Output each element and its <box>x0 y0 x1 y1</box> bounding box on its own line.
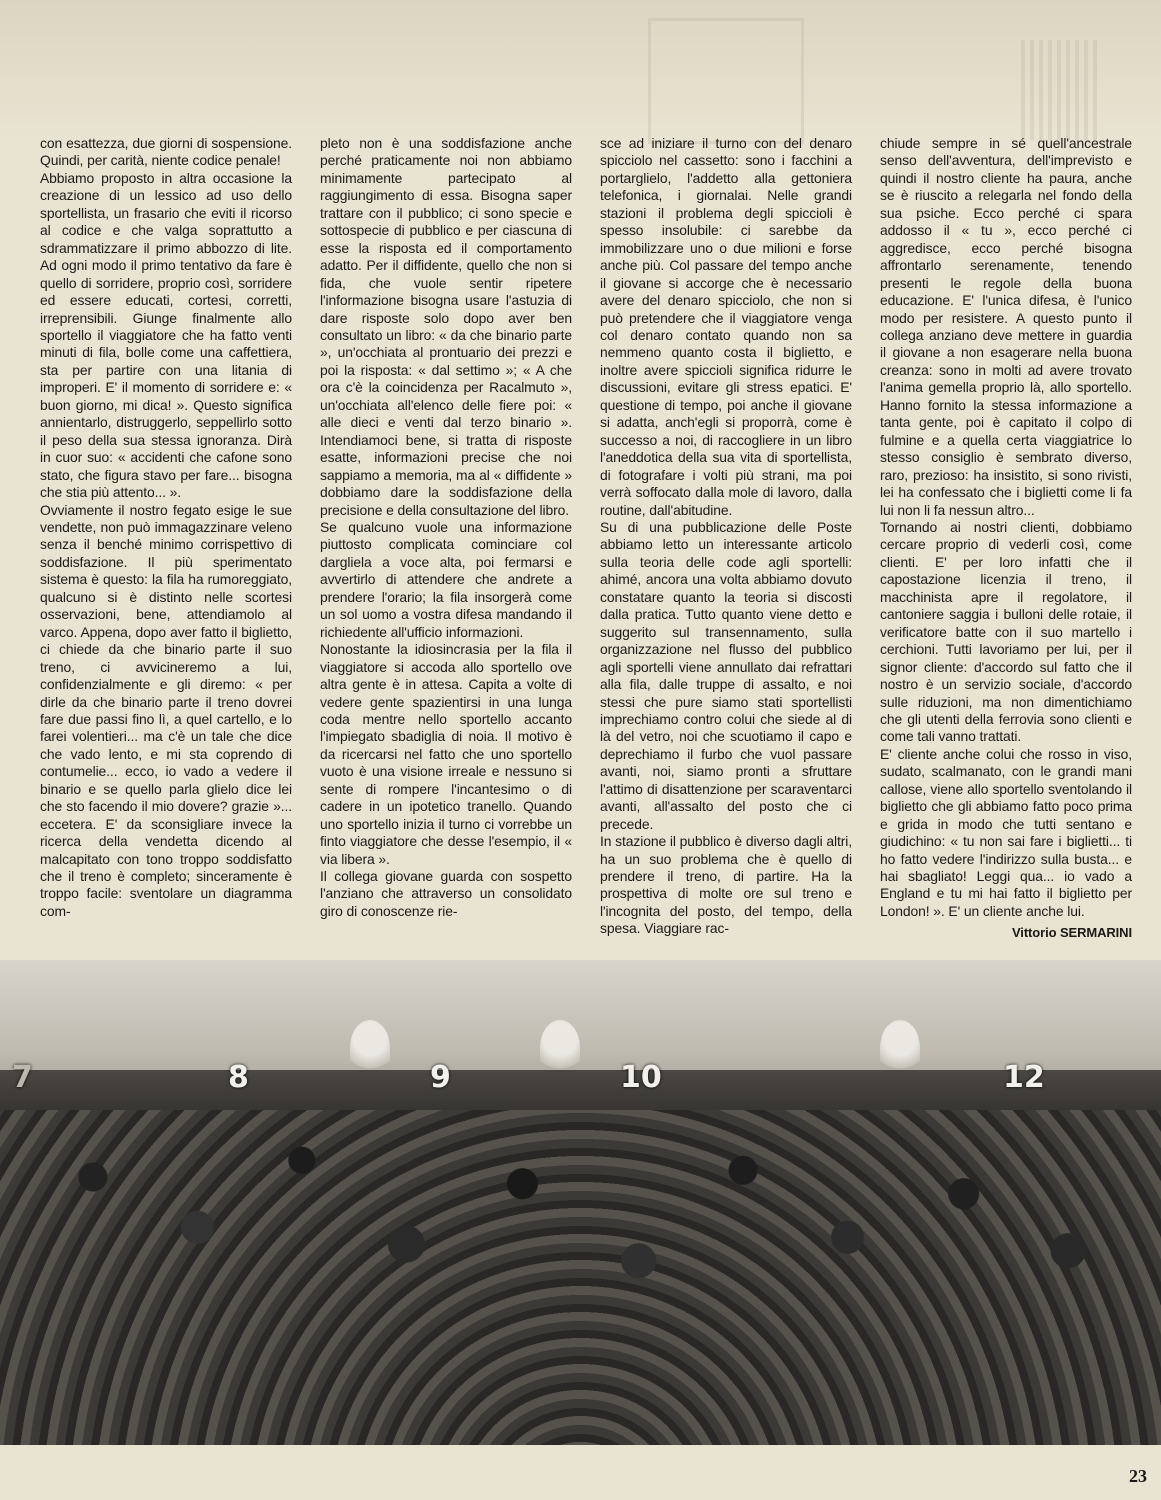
paragraph: chiude sempre in sé quell'ancestrale senso dell'avventura, dell'imprevisto e quindi il nostro cliente ha paura, anche se è riuscito a relegarla nel fondo della sua psiche. Ecco perché ci spara addosso il « tu », ecco perché ci aggredisce, ecco perché bisogna affrontarlo serenamente, tenendo presenti le regole della buona educazione. E' l'unica difesa, è l'unico modo per resistere. A questo punto il collega anziano deve mettere in guardia il giovane a non esagerare nella buona creanza: sono in molti ad avere trovato l'anima gemella proprio là, allo sportello. Hanno fornito la stessa informazione a tanta gente, poi è capitato il colpo di fulmine e a quella certa viaggiatrice lo stesso consiglio è sembrato diverso, raro, prezioso: ha insistito, si sono rivisti, lei ha confessato che i biglietti come li fa lui non li fa nessun altro... <box>880 135 1132 518</box>
paragraph: Nonostante la idiosincrasia per la fila il viaggiatore si accoda allo sportello ove altra gente è in attesa. Capita a volte di vedere gente spazientirsi in una lunga coda mentre nello sportello accanto l'impiegato sbadiglia di noia. Il motivo è da ricercarsi nel fatto che uno sportello vuoto è una visione irreale e nessuno si sente di rompere l'incantesimo o di cadere in un ipotetico tranello. Quando uno sportello inizia il turno ci vorrebbe un finto viaggiatore che desse l'esempio, il « via libera ». <box>320 641 572 867</box>
counter-number: 12 <box>1003 1060 1045 1095</box>
paragraph: Ovviamente il nostro fegato esige le sue vendette, non può immagazzinare veleno senza il benché minimo corrispettivo di soddisfazione. Il più sperimentato sistema è questo: la fila ha rumoreggiato, qualcuno si è distinto nelle scortesi osservazioni, bene, attendiamolo al varco. Appena, dopo aver fatto il biglietto, ci chiede da che binario parte il suo treno, ci avvicineremo a lui, confidenzialmente e gli diremo: « per dirle da che binario parte il treno dovrei fare due passi fino lì, a quel cartello, e lo farei volentieri... ma c'è un tale che dice che vado lento, e mi sta coprendo di contumelie... ecco, io vado a vedere il binario e se quello parla glielo dice lei che sto facendo il mio dovere? grazie »... eccetera. E' da sconsigliare invece la ricerca della vendetta dicendo al malcapitato con tono troppo soddisfatto che il treno è completo; sinceramente è troppo facile: sventolare un diagramma com- <box>40 501 292 919</box>
lamp-shape <box>540 1020 580 1075</box>
paragraph: sce ad iniziare il turno con del denaro spicciolo nel cassetto: sono i facchini a portarglielo, l'addetto alla gettoniera telefonica, i giornalai. Nelle grandi stazioni il problema degli spiccioli è spesso insolubile: ci sarebbe da immobilizzare uno o due milioni e forse anche più. Col passare del tempo anche il giovane si accorge che è necessario avere del denaro spicciolo, che non si può pretendere che il viaggiatore venga col denaro contato quando non sa nemmeno quanto costa il biglietto, e inoltre avere spiccioli significa ridurre le discussioni, evitare gli stress epatici. E' questione di tempo, poi anche il giovane si adatta, anch'egli si proporrà, come è successo a noi, di raccogliere in un libro l'aneddotica della sua vita di sportellista, di fotografare i volti più strani, ma poi verrà soffocato dalla mole di lavoro, dalla routine, dall'abitudine. <box>600 135 852 518</box>
paragraph: Se qualcuno vuole una informazione piuttosto complicata cominciare col dargliela a voce alta, poi fermarsi e avvertirlo di attendere che andrete a prendere l'orario; la fila insorgerà come un sol uomo a vostra difesa mandando il richiedente all'ufficio informazioni. <box>320 518 572 640</box>
paragraph: Su di una pubblicazione delle Poste abbiamo letto un interessante articolo sulla teoria delle code agli sportelli: ahimé, ancora una volta abbiamo dovuto constatare quanto la teoria si discosti dalla pratica. Tutto quanto viene detto e suggerito sul transennamento, sulla organizzazione nel flusso del pubblico agli sportelli viene annullato dai refrattari alla fila, dalle truppe di assalto, e noi stessi che pure siamo stati sportellisti imprechiamo contro colui che siede al di là del vetro, noi che scuotiamo il capo e deprechiamo il furbo che vuol passare avanti, noi, siamo pronti a sfruttare l'attimo di disattenzione per scaraventarci avanti, all'assalto del posto che ci precede. <box>600 518 852 832</box>
station-crowd-photo <box>0 960 1161 1445</box>
counter-number: 9 <box>430 1060 451 1095</box>
paragraph: In stazione il pubblico è diverso dagli altri, ha un suo problema che è quello di prendere il treno, di partire. Ha la prospettiva di molte ore sul treno e l'incognita del posto, del tempo, della spesa. Viaggiare rac- <box>600 833 852 937</box>
paragraph: pleto non è una soddisfazione anche perché praticamente noi non abbiamo minimamente partecipato al raggiungimento di essa. Bisogna saper trattare con il pubblico; ci sono specie e sottospecie di pubblico e per ciascuna di esse la risposta ed il comportamento adatto. Per il diffidente, quello che non si fida, che vuole sentir ripetere l'informazione bisogna usare l'astuzia di dare risposte solo dopo aver ben consultato un libro: « da che binario parte », un'occhiata al prontuario dei prezzi e poi la risposta: « dal settimo »; « A che ora c'è la coincidenza per Racalmuto », un'occhiata all'elenco delle fiere poi: « alle dieci e venti dal terzo binario ». Intendiamoci bene, si tratta di risposte esatte, informazioni precise che noi sappiamo a memoria, ma al « diffidente » dobbiamo dare la soddisfazione della precisione e della consultazione del libro. <box>320 135 572 518</box>
counter-number: 10 <box>620 1060 662 1095</box>
photo-crowd <box>0 1110 1161 1445</box>
counter-number: 8 <box>228 1060 249 1095</box>
column-4 <box>880 135 1132 941</box>
bleed-through-header <box>0 0 1161 140</box>
bottom-margin <box>0 1445 1161 1500</box>
ghost-logo-graphic <box>648 18 804 144</box>
ghost-bars-graphic <box>1021 40 1101 140</box>
page-number: 23 <box>1129 1466 1147 1486</box>
article-columns <box>40 135 1132 941</box>
column-1 <box>40 135 292 930</box>
paragraph: E' cliente anche colui che rosso in viso, sudato, scalmanato, con le grandi mani callose, viene allo sportello sventolando il biglietto che gli abbiamo fatto poco prima e grida in modo che tutti sentano e giudichino: « tu non sai fare i biglietti... ti ho fatto vedere l'indirizzo sulla busta... e hai sbagliato! Leggi qua... io vado a England e tu mi hai fatto il biglietto per London! ». E' un cliente anche lui. <box>880 745 1132 919</box>
paragraph: Il collega giovane guarda con sospetto l'anziano che attraverso un consolidato giro di conoscenze rie- <box>320 868 572 919</box>
counter-number: 7 <box>12 1060 33 1095</box>
paragraph: Tornando ai nostri clienti, dobbiamo cercare proprio di vederli così, come clienti. E' per loro infatti che il capostazione licenzia il treno, il macchinista apre il regolatore, il cantoniere saggia i bulloni delle rotaie, il verificatore batte con il suo martello i cerchioni. Tutti lavoriamo per lui, per il signor cliente: d'accordo sul fatto che il nostro è un servizio sociale, d'accordo sulle riduzioni, ma non dimentichiamo che gli utenti della ferrovia sono clienti e come tali vanno trattati. <box>880 518 1132 745</box>
author-signature: Vittorio SERMARINI <box>1011 925 1132 941</box>
column-2 <box>320 135 572 930</box>
column-3 <box>600 135 852 937</box>
paragraph: Abbiamo proposto in altra occasione la creazione di un lessico ad uso dello sportellista, un frasario che eviti il ricorso al codice e che valga soprattutto a sdrammatizzare il primo abbozzo di lite. Ad ogni modo il primo tentativo da fare è quello di sorridere, proprio così, sorridere ed essere educati, cortesi, corretti, irreprensibili. Giunge finalmente allo sportello il viaggiatore che ha fatto venti minuti di fila, bolle come una caffettiera, sta per partire con una litania di improperi. E' il momento di sorridere e: « buon giorno, mi dica! ». Questo significa annientarlo, distruggerlo, seppellirlo sotto il peso della sua stessa ignoranza. Dirà in cuor suo: « accidenti che cafone sono stato, che figura stavo per fare... bisogna che stia più attento... ». <box>40 169 292 501</box>
paragraph: con esattezza, due giorni di sospensione. Quindi, per carità, niente codice penale! <box>40 135 292 169</box>
lamp-shape <box>350 1020 390 1075</box>
lamp-shape <box>880 1020 920 1075</box>
